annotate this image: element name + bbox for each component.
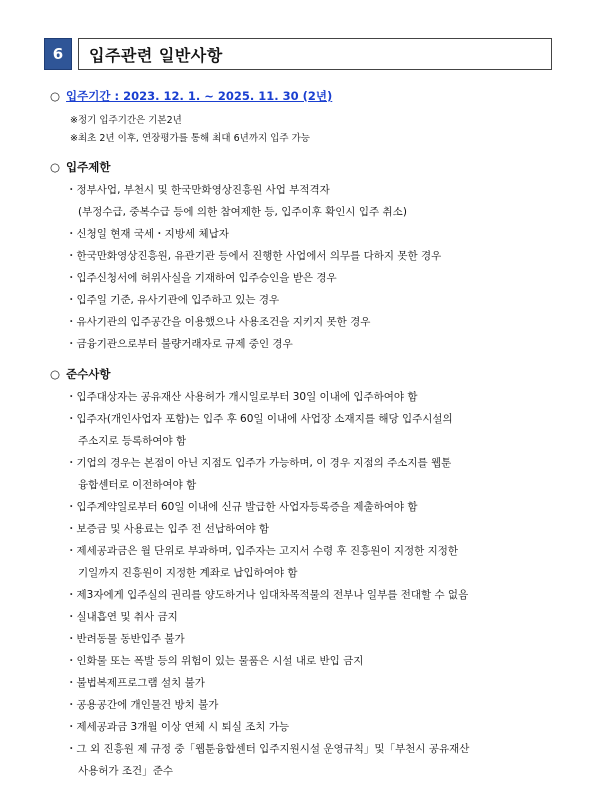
compliance-item-continued: 융합센터로 이전하여야 함 — [78, 479, 197, 491]
restriction-item: ・한국만화영상진흥원, 유관기관 등에서 진행한 사업에서 의무를 다하지 못한 경우 — [66, 250, 442, 262]
section-number: 6 — [44, 38, 72, 70]
section-header — [44, 38, 552, 70]
restriction-item-continued: (부정수급, 중복수급 등에 의한 참여제한 등, 입주이후 확인시 입주 취소) — [78, 206, 407, 218]
restriction-item: ・유사기관의 입주공간을 이용했으나 사용조건을 지키지 못한 경우 — [66, 316, 371, 328]
compliance-item: ・입주계약일로부터 60일 이내에 신규 발급한 사업자등록증을 제출하여야 함 — [66, 501, 418, 513]
restriction-item: ・정부사업, 부천시 및 한국만화영상진흥원 사업 부적격자 — [66, 184, 330, 196]
compliance-item-continued: 기일까지 진흥원이 지정한 계좌로 납입하여야 함 — [78, 567, 298, 579]
restriction-item: ・신청일 현재 국세・지방세 체납자 — [66, 228, 229, 240]
restriction-item: ・입주일 기준, 유사기관에 입주하고 있는 경우 — [66, 294, 280, 306]
circle-bullet-icon: ○ — [50, 160, 61, 174]
compliance-item: ・인화물 또는 폭발 등의 위험이 있는 물품은 시설 내로 반입 금지 — [66, 655, 364, 667]
compliance-item-continued: 사용허가 조건」준수 — [78, 765, 173, 777]
compliance-item: ・실내흡연 및 취사 금지 — [66, 611, 178, 623]
restrictions-heading — [50, 159, 110, 175]
compliance-item: ・불법복제프로그램 설치 불가 — [66, 677, 205, 689]
circle-bullet-icon: ○ — [50, 367, 61, 381]
compliance-item-continued: 주소지로 등록하여야 함 — [78, 435, 187, 447]
compliance-item: ・공용공간에 개인물건 방치 불가 — [66, 699, 219, 711]
restrictions-title: 입주제한 — [66, 160, 111, 174]
circle-bullet-icon: ○ — [50, 89, 61, 103]
term-label: 입주기간 : 2023. 12. 1. ~ 2025. 11. 30 (2년) — [66, 89, 333, 103]
compliance-heading — [50, 366, 110, 382]
restriction-item: ・입주신청서에 허위사실을 기재하여 입주승인을 받은 경우 — [66, 272, 337, 284]
compliance-item: ・제세공과금은 월 단위로 부과하며, 입주자는 고지서 수령 후 진흥원이 지정한 지정한 — [66, 545, 459, 557]
compliance-item: ・그 외 진흥원 제 규정 중「웹툰융합센터 입주지원시설 운영규칙」및「부천시 공유재산 — [66, 743, 470, 755]
section-title: 입주관련 일반사항 — [78, 38, 552, 70]
compliance-item: ・반려동물 동반입주 불가 — [66, 633, 185, 645]
compliance-item: ・제3자에게 입주실의 권리를 양도하거나 임대차목적물의 전부나 일부를 전대할 수 없음 — [66, 589, 469, 601]
term-heading — [50, 88, 332, 104]
term-note: ※정기 입주기간은 기본2년 — [70, 115, 182, 126]
term-note: ※최초 2년 이후, 연장평가를 통해 최대 6년까지 입주 가능 — [70, 133, 310, 144]
compliance-item: ・입주자(개인사업자 포함)는 입주 후 60일 이내에 사업장 소재지를 해당 입주시설의 — [66, 413, 453, 425]
compliance-item: ・제세공과금 3개월 이상 연체 시 퇴실 조치 가능 — [66, 721, 290, 733]
compliance-item: ・입주대상자는 공유재산 사용허가 개시일로부터 30일 이내에 입주하여야 함 — [66, 391, 418, 403]
restriction-item: ・금융기관으로부터 불량거래자로 규제 중인 경우 — [66, 338, 293, 350]
compliance-item: ・보증금 및 사용료는 입주 전 선납하여야 함 — [66, 523, 269, 535]
compliance-title: 준수사항 — [66, 367, 111, 381]
compliance-item: ・기업의 경우는 본점이 아닌 지점도 입주가 가능하며, 이 경우 지점의 주소지를 웹툰 — [66, 457, 452, 469]
